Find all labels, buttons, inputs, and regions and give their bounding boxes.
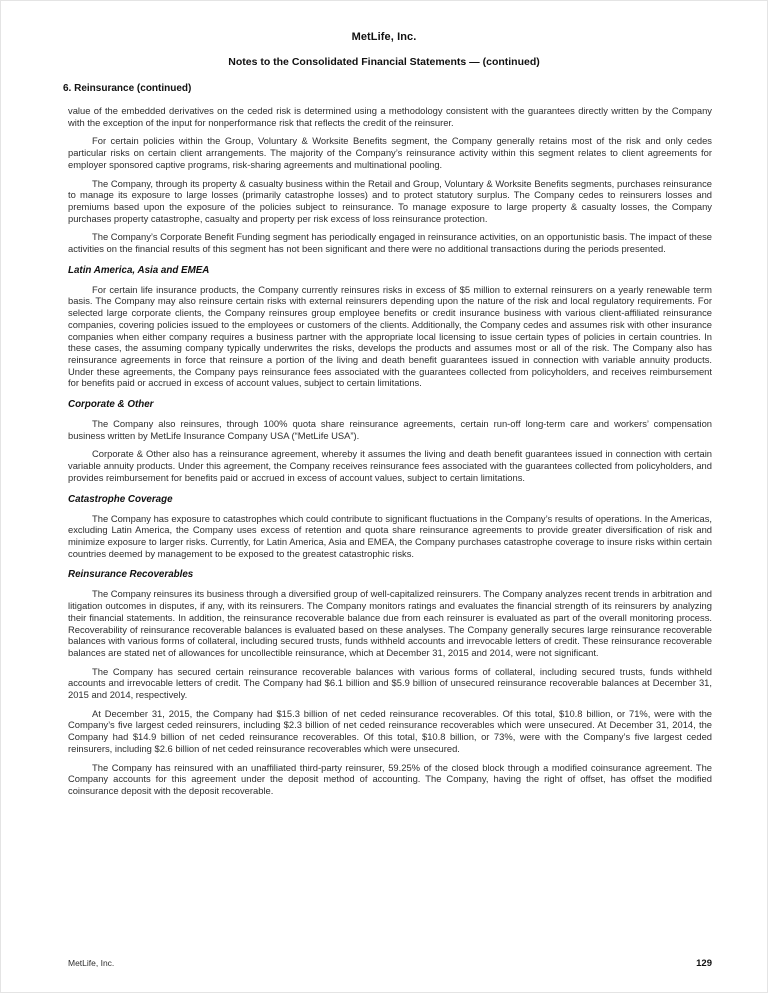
paragraph: For certain life insurance products, the Company currently reinsures risks in excess of $5 million to external reinsurers on a yearly renewable term basis. The Company may also reinsure certain risks with external reinsurers depending upon the nature of the risk and local regulatory requirements. For selected large corporate clients, the Company reinsures group employee benefits or credit insurance business with various client-affiliated reinsurance companies, covering policies issued to the employees or customers of the clients. Additionally, the Company cedes and assumes risk with other insurance companies when either company requires a business partner with the appropriate local licensing to issue certain types of policies in certain countries. In these cases, the assuming company typically underwrites the risks, develops the products and assumes most or all of the risk. The Company also has reinsurance agreements in force that reinsure a portion of the living and death benefit guarantees issued in connection with variable annuity products. Under these agreements, the Company pays reinsurance fees associated with the guarantees collected from policyholders, and receives reimbursement for benefits paid or accrued in excess of account values, subject to certain limitations. bbox=[68, 283, 712, 389]
subsection-heading: Reinsurance Recoverables bbox=[68, 569, 194, 581]
paragraph: The Company also reinsures, through 100% quota share reinsurance agreements, certain run-off long-term care and workers’ compensation business written by MetLife Insurance Company USA (“MetLife USA”). bbox=[68, 418, 712, 441]
page-footer bbox=[68, 958, 712, 969]
subsection-heading: Corporate & Other bbox=[68, 399, 154, 411]
footer-company-name: MetLife, Inc. bbox=[68, 958, 115, 968]
paragraph: The Company’s Corporate Benefit Funding segment has periodically engaged in reinsurance activities, on an opportunistic basis. The impact of these activities on the financial results of this segment has not been significant and there were no additional transactions during the periods presented. bbox=[68, 231, 712, 255]
document-body bbox=[1, 94, 767, 797]
paragraph: The Company reinsures its business through a diversified group of well-capitalized reinsurers. The Company analyzes recent trends in arbitration and litigation outcomes in disputes, if any, with its reinsurers. The Company monitors ratings and evaluates the financial strength of its reinsurers by analyzing their financial statements. In addition, the reinsurance recoverable balance due from each reinsurer is evaluated as part of the overall monitoring process. Recoverability of reinsurance recoverable balances is evaluated based on these analyses. The Company generally secures large reinsurance recoverable balances with various forms of collateral, including secured trusts, funds withheld accounts and irrevocable letters of credit. These reinsurance recoverable balances are stated net of allowances for uncollectible reinsurance, which at December 31, 2015 and 2014, were not significant. bbox=[68, 588, 712, 658]
paragraph: value of the embedded derivatives on the ceded risk is determined using a methodology consistent with the guarantees directly written by the Company with the exception of the input for nonperformance risk that reflects the credit of the reinsurer. bbox=[68, 105, 712, 128]
paragraph: At December 31, 2015, the Company had $15.3 billion of net ceded reinsurance recoverables. Of this total, $10.8 billion, or 71%, were with the Company’s five largest ceded reinsurers, including $2.3 billion of net ceded reinsurance recoverables which were unsecured. At December 31, 2014, the Company had $14.9 billion of net ceded reinsurance recoverables. Of this total, $10.8 billion, or 73%, were with the Company’s five largest ceded reinsurers, including $2.6 billion of net ceded reinsurance recoverables which were unsecured. bbox=[68, 707, 712, 754]
subsection-heading: Latin America, Asia and EMEA bbox=[68, 264, 210, 276]
subsection-heading: Catastrophe Coverage bbox=[68, 493, 173, 505]
paragraph: The Company has secured certain reinsurance recoverable balances with various forms of collateral, including secured trusts, funds withheld accounts and irrevocable letters of credit. The Company had $6.1 billion and $5.9 billion of unsecured reinsurance recoverable balances at December 31, 2015 and 2014, respectively. bbox=[68, 665, 712, 701]
page-number: 129 bbox=[696, 958, 712, 969]
page-subtitle: Notes to the Consolidated Financial Statements — (continued) bbox=[228, 56, 540, 68]
paragraph: For certain policies within the Group, Voluntary & Worksite Benefits segment, the Company generally retains most of the risk and only cedes particular risks on certain client arrangements. The majority of the Company’s reinsurance activity within this segment relates to client agreements for employer sponsored captive programs, risk-sharing agreements and multinational pooling. bbox=[68, 135, 712, 170]
paragraph: Corporate & Other also has a reinsurance agreement, whereby it assumes the living and death benefit guarantees issued in connection with certain variable annuity products. Under this agreement, the Company receives reinsurance fees associated with the guarantees collected from policyholders, and provides reimbursement for benefits paid or accrued in excess of account values, subject to certain limitations. bbox=[68, 448, 712, 483]
paragraph: The Company, through its property & casualty business within the Retail and Group, Voluntary & Worksite Benefits segments, purchases reinsurance to manage its exposure to large losses (primarily catastrophe losses) and to protect statutory surplus. The Company cedes to reinsurers losses and premiums based upon the exposure of the policies subject to reinsurance. To manage exposure to large property & casualty losses, the Company purchases property catastrophe, casualty and property per risk excess of loss reinsurance protection. bbox=[68, 177, 712, 224]
section-heading: 6. Reinsurance (continued) bbox=[63, 83, 192, 94]
page-title: MetLife, Inc. bbox=[351, 31, 417, 43]
document-header bbox=[1, 1, 767, 68]
paragraph: The Company has reinsured with an unaffiliated third-party reinsurer, 59.25% of the closed block through a modified coinsurance agreement. The Company accounts for this agreement under the deposit method of accounting. The Company, having the right of offset, has offset the modified coinsurance deposit with the deposit recoverable. bbox=[68, 761, 712, 796]
paragraph: The Company has exposure to catastrophes which could contribute to significant fluctuations in the Company’s results of operations. In the Americas, excluding Latin America, the Company uses excess of retention and quota share reinsurance agreements to provide greater diversification of risk and minimize exposure to larger risks. Currently, for Latin America, Asia and EMEA, the Company purchases catastrophe coverage to insure risks within certain countries deemed by management to be exposed to the greatest catastrophic risks. bbox=[68, 512, 712, 559]
